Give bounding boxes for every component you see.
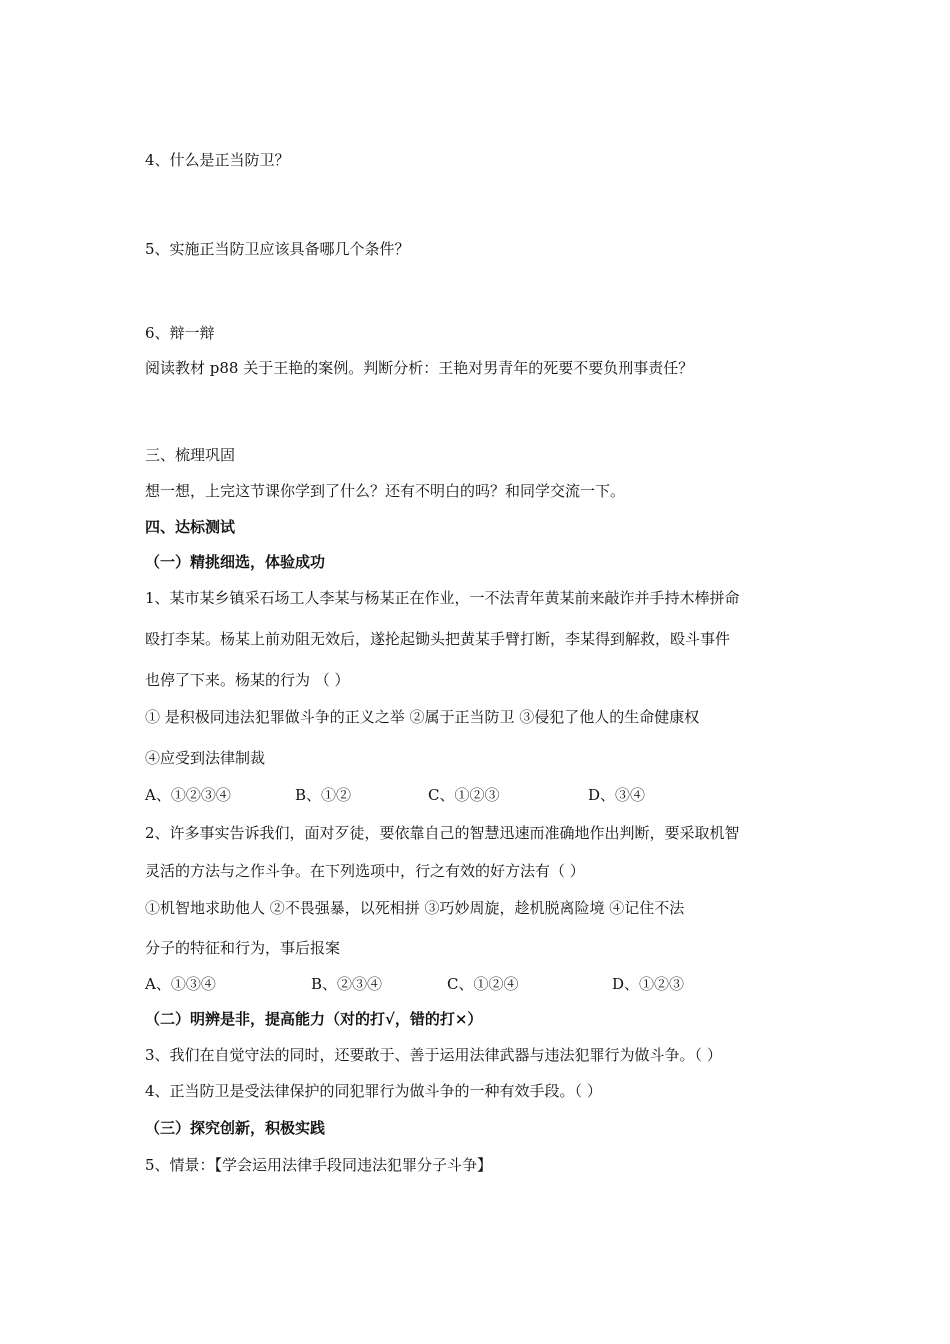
mc1-line-1: 1、某市某乡镇采石场工人李某与杨某正在作业，一不法青年黄某前来敲诈并手持木棒拼命: [145, 589, 740, 607]
section-3-text: 想一想，上完这节课你学到了什么？还有不明白的吗？和同学交流一下。: [145, 482, 626, 500]
mc2-option-c: C、①②④: [447, 975, 519, 993]
question-6-title: 6、辩一辩: [145, 324, 215, 342]
mc2-line-1: 2、许多事实告诉我们，面对歹徒，要依靠自己的智慧迅速而准确地作出判断，要采取机智: [145, 824, 740, 842]
question-4: 4、什么是正当防卫？: [145, 151, 290, 169]
mc1-option-a: A、①②③④: [145, 786, 231, 804]
mc2-statements-2: 分子的特征和行为，事后报案: [145, 939, 341, 957]
part-1-title: （一）精挑细选，体验成功: [145, 553, 326, 571]
part-2-title: （二）明辨是非，提高能力（对的打√，错的打×）: [145, 1010, 483, 1028]
section-3-title: 三、梳理巩固: [145, 446, 236, 464]
mc2-option-a: A、①③④: [145, 975, 216, 993]
true-false-4: 4、正当防卫是受法律保护的同犯罪行为做斗争的一种有效手段。（ ）: [145, 1082, 602, 1100]
mc2-option-b: B、②③④: [311, 975, 383, 993]
mc2-option-d: D、①②③: [612, 975, 685, 993]
section-4-title: 四、达标测试: [145, 518, 236, 536]
mc1-line-2: 殴打李某。杨某上前劝阻无效后，遂抡起锄头把黄某手臂打断，李某得到解救，殴斗事件: [145, 630, 731, 648]
mc2-statements-1: ①机智地求助他人 ②不畏强暴，以死相拼 ③巧妙周旋，趁机脱离险境 ④记住不法: [145, 899, 685, 917]
mc1-statements-1: ① 是积极同违法犯罪做斗争的正义之举 ②属于正当防卫 ③侵犯了他人的生命健康权: [145, 708, 700, 726]
true-false-3: 3、我们在自觉守法的同时，还要敢于、善于运用法律武器与违法犯罪行为做斗争。（ ）: [145, 1046, 722, 1064]
part-3-title: （三）探究创新，积极实践: [145, 1119, 326, 1137]
mc1-option-b: B、①②: [295, 786, 352, 804]
mc2-line-2: 灵活的方法与之作斗争。在下列选项中，行之有效的好方法有（ ）: [145, 862, 585, 880]
question-5: 5、实施正当防卫应该具备哪几个条件？: [145, 240, 410, 258]
mc1-line-3: 也停了下来。杨某的行为 （ ）: [145, 671, 350, 689]
question-5-scenario: 5、情景：【学会运用法律手段同违法犯罪分子斗争】: [145, 1156, 493, 1174]
question-6-text: 阅读教材 p88 关于王艳的案例。判断分析：王艳对男青年的死要不要负刑事责任？: [145, 359, 694, 377]
mc1-option-d: D、③④: [588, 786, 646, 804]
mc1-option-c: C、①②③: [428, 786, 500, 804]
mc1-statements-2: ④应受到法律制裁: [145, 749, 266, 767]
